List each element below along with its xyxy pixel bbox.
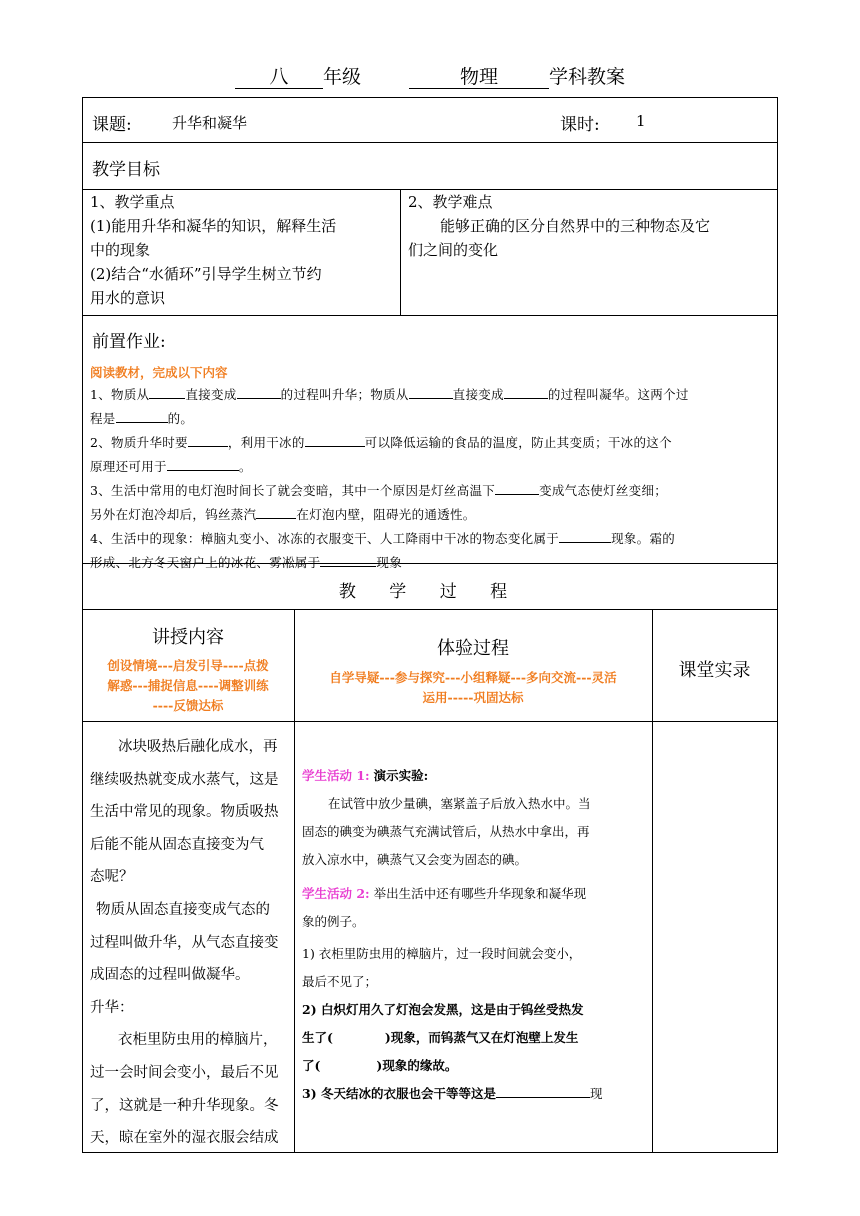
lecture-content: 冰块吸热后融化成水，再 继续吸热就变成水蒸气，这是 生活中常见的现象。物质吸热 后能不能从固态直接变为气 态呢？ 物质从固态直接变成气态的 过程叫做升华，从气态直接变 成固态的过程叫做凝华。 升华： 衣柜里防虫用的樟脑片， 过一会时间会变小，最后不见 了，这就是一种升华现象。冬 天，晾在室外的湿衣服会结成 <box>90 739 279 1147</box>
difficulty-points <box>408 190 710 262</box>
page-title <box>0 62 860 89</box>
grade-suffix: 年级 <box>322 66 361 88</box>
question-1: 1、物质从 直接变成 的过程叫升华；物质从 直接变成 的过程叫凝华。这两个过 <box>90 383 770 407</box>
homework-questions <box>90 383 770 575</box>
col1-title: 讲授内容 <box>152 627 224 648</box>
diff-line: 们之间的变化 <box>408 241 499 259</box>
homework-heading: 前置作业: <box>92 332 166 352</box>
subject-suffix: 学科教案 <box>549 66 626 88</box>
activity-1: 学生活动 1: 演示实验: <box>302 768 429 783</box>
col1-subtitle: 创设情境---启发引导----点拨 解惑---捕捉信息----调整训练 ----反馈达标 <box>107 658 269 713</box>
key-points <box>90 190 336 310</box>
col2-title: 体验过程 <box>437 638 509 659</box>
key-title: 1、教学重点 <box>90 193 175 211</box>
question-2-cont: 原理还可用于 。 <box>90 455 770 479</box>
activity-2: 学生活动 2: 举出生活中还有哪些升华现象和凝华现 <box>302 886 587 901</box>
diff-line: 能够正确的区分自然界中的三种物态及它 <box>440 217 711 235</box>
question-4-cont: 形成、北方冬天窗户上的冰花、雾凇属于 现象 <box>90 551 770 575</box>
key-line: 用水的意识 <box>90 289 166 307</box>
key-line: 中的现象 <box>90 241 151 259</box>
goals-heading: 教学目标 <box>92 160 160 180</box>
process-heading: 教 学 过 程 <box>338 582 522 602</box>
question-2: 2、物质升华时要 ，利用干冰的 可以降低运输的食品的温度，防止其变质；干冰的这个 <box>90 431 770 455</box>
subject-value: 物理 <box>409 66 549 89</box>
topic-label: 课题: <box>92 115 132 135</box>
question-1-cont: 程是 的。 <box>90 407 770 431</box>
key-line: (2)结合“水循环”引导学生树立节约 <box>90 265 322 283</box>
period-value: 1 <box>636 112 646 130</box>
col3-title: 课堂实录 <box>678 660 751 681</box>
activity-content: 学生活动 1: 演示实验: 在试管中放少量碘，塞紧盖子后放入热水中。当 固态的碘变为碘蒸气充满试管后，从热水中拿出，再 放入凉水中，碘蒸气又会变为固态的碘。 学生活动 2: 举出生活中还有哪些升华现象和凝华现 象的例子。 1) 衣柜里防虫用的樟脑片，过一段时间就会变小， 最后不见了； 2) 白炽灯用久了灯泡会发黑，这是由于钨丝受热发 生了( )现象，而钨蒸气又在灯泡壁上发生 了( )现象的缘故。 3) 冬天结冰的衣服也会干等等这是 现 <box>302 762 648 1108</box>
question-3-cont: 另外在灯泡冷却后，钨丝蒸汽 在灯泡内壁，阻碍光的通透性。 <box>90 503 770 527</box>
diff-title: 2、教学难点 <box>408 193 493 211</box>
key-line: (1)能用升华和凝华的知识，解释生活 <box>90 217 337 235</box>
grade-value: 八 <box>235 66 323 89</box>
period-label: 课时: <box>560 115 600 135</box>
col2-subtitle: 自学导疑---参与探究---小组释疑---多向交流---灵活 运用-----巩固达标 <box>329 670 617 705</box>
question-4: 4、生活中的现象：樟脑丸变小、冰冻的衣服变干、人工降雨中干冰的物态变化属于 现象。霜的 <box>90 527 770 551</box>
question-3: 3、生活中常用的电灯泡时间长了就会变暗，其中一个原因是灯丝高温下 变成气态使灯丝变细； <box>90 479 770 503</box>
topic-value: 升华和凝华 <box>172 114 248 132</box>
homework-instruction: 阅读教材，完成以下内容 <box>90 365 228 380</box>
